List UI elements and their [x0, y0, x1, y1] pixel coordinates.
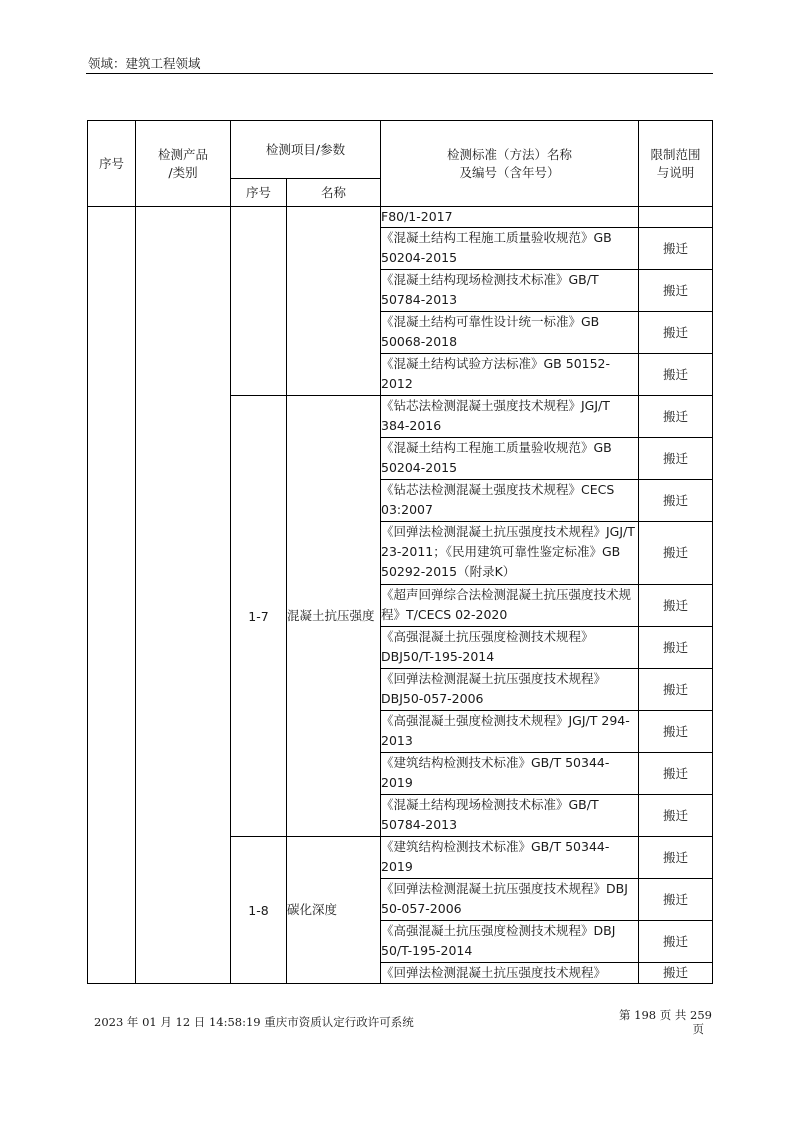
limit-cell: 搬迁: [639, 879, 713, 921]
item-name-cell: [287, 396, 381, 837]
limit-cell: 搬迁: [639, 795, 713, 837]
standard-cell: 《回弹法检测混凝土抗压强度技术规程》: [381, 963, 639, 984]
header-seq: 序号: [88, 121, 136, 207]
limit-cell: 搬迁: [639, 837, 713, 879]
limit-cell: 搬迁: [639, 228, 713, 270]
limit-cell: 搬迁: [639, 669, 713, 711]
standard-cell: 《高强混凝土抗压强度检测技术规程》DBJ50/T-195-2014: [381, 627, 639, 669]
limit-cell: 搬迁: [639, 438, 713, 480]
limit-cell: 搬迁: [639, 921, 713, 963]
header-limit: 限制范围 与说明: [639, 121, 713, 207]
seq-cell: [88, 207, 136, 984]
limit-cell: 搬迁: [639, 585, 713, 627]
standard-cell: 《混凝土结构工程施工质量验收规范》GB 50204-2015: [381, 228, 639, 270]
standard-cell: 《建筑结构检测技术标准》GB/T 50344-2019: [381, 837, 639, 879]
limit-cell: [639, 207, 713, 228]
limit-cell: 搬迁: [639, 480, 713, 522]
header-standard: 检测标准（方法）名称 及编号（含年号）: [381, 121, 639, 207]
limit-cell: 搬迁: [639, 270, 713, 312]
standard-cell: 《高强混凝土强度检测技术规程》JGJ/T 294-2013: [381, 711, 639, 753]
item-seq-cell: 1-7: [231, 396, 287, 837]
item-name-text: 碳化深度: [287, 902, 338, 917]
standard-cell: 《混凝土结构现场检测技术标准》GB/T 50784-2013: [381, 270, 639, 312]
header-item-param: 检测项目/参数: [231, 121, 381, 179]
standard-cell: 《混凝土结构试验方法标准》GB 50152-2012: [381, 354, 639, 396]
limit-cell: 搬迁: [639, 312, 713, 354]
limit-cell: 搬迁: [639, 711, 713, 753]
header-item-seq: 序号: [231, 179, 287, 207]
limit-cell: 搬迁: [639, 396, 713, 438]
product-cell: [136, 207, 231, 984]
standard-cell: 《钻芯法检测混凝土强度技术规程》JGJ/T 384-2016: [381, 396, 639, 438]
standard-cell: 《回弹法检测混凝土抗压强度技术规程》JGJ/T 23-2011；《民用建筑可靠性鉴定标准》GB 50292-2015（附录K）: [381, 522, 639, 585]
item-name-cell: [287, 207, 381, 396]
footer-page-line1: 第 198 页 共 259: [618, 1008, 712, 1022]
limit-cell: 搬迁: [639, 522, 713, 585]
standard-cell: 《回弹法检测混凝土抗压强度技术规程》DBJ50-057-2006: [381, 669, 639, 711]
item-name-cell: [287, 837, 381, 984]
standard-cell: F80/1-2017: [381, 207, 639, 228]
limit-cell: 搬迁: [639, 753, 713, 795]
header-divider: [86, 73, 713, 74]
footer-timestamp-system: 2023 年 01 月 12 日 14:58:19 重庆市资质认定行政许可系统: [94, 1015, 414, 1029]
page-header-domain: 领域：建筑工程领域: [88, 56, 201, 71]
standard-cell: 《高强混凝土抗压强度检测技术规程》DBJ 50/T-195-2014: [381, 921, 639, 963]
item-name-text: 混凝土抗压强度: [287, 608, 375, 623]
item-seq-cell: [231, 207, 287, 396]
standards-table: [87, 120, 713, 984]
standard-cell: 《混凝土结构现场检测技术标准》GB/T 50784-2013: [381, 795, 639, 837]
standard-cell: 《混凝土结构工程施工质量验收规范》GB 50204-2015: [381, 438, 639, 480]
footer-page-info: [612, 1008, 712, 1036]
limit-cell: 搬迁: [639, 354, 713, 396]
standard-cell: 《钻芯法检测混凝土强度技术规程》CECS 03:2007: [381, 480, 639, 522]
item-seq-cell: 1-8: [231, 837, 287, 984]
standard-cell: 《回弹法检测混凝土抗压强度技术规程》DBJ 50-057-2006: [381, 879, 639, 921]
limit-cell: 搬迁: [639, 963, 713, 984]
header-item-name: 名称: [287, 179, 381, 207]
standard-cell: 《超声回弹综合法检测混凝土抗压强度技术规程》T/CECS 02-2020: [381, 585, 639, 627]
footer-page-line2: 页: [692, 1022, 704, 1036]
limit-cell: 搬迁: [639, 627, 713, 669]
standard-cell: 《建筑结构检测技术标准》GB/T 50344-2019: [381, 753, 639, 795]
header-product: 检测产品 /类别: [136, 121, 231, 207]
table-row: [88, 207, 713, 228]
standard-cell: 《混凝土结构可靠性设计统一标准》GB 50068-2018: [381, 312, 639, 354]
